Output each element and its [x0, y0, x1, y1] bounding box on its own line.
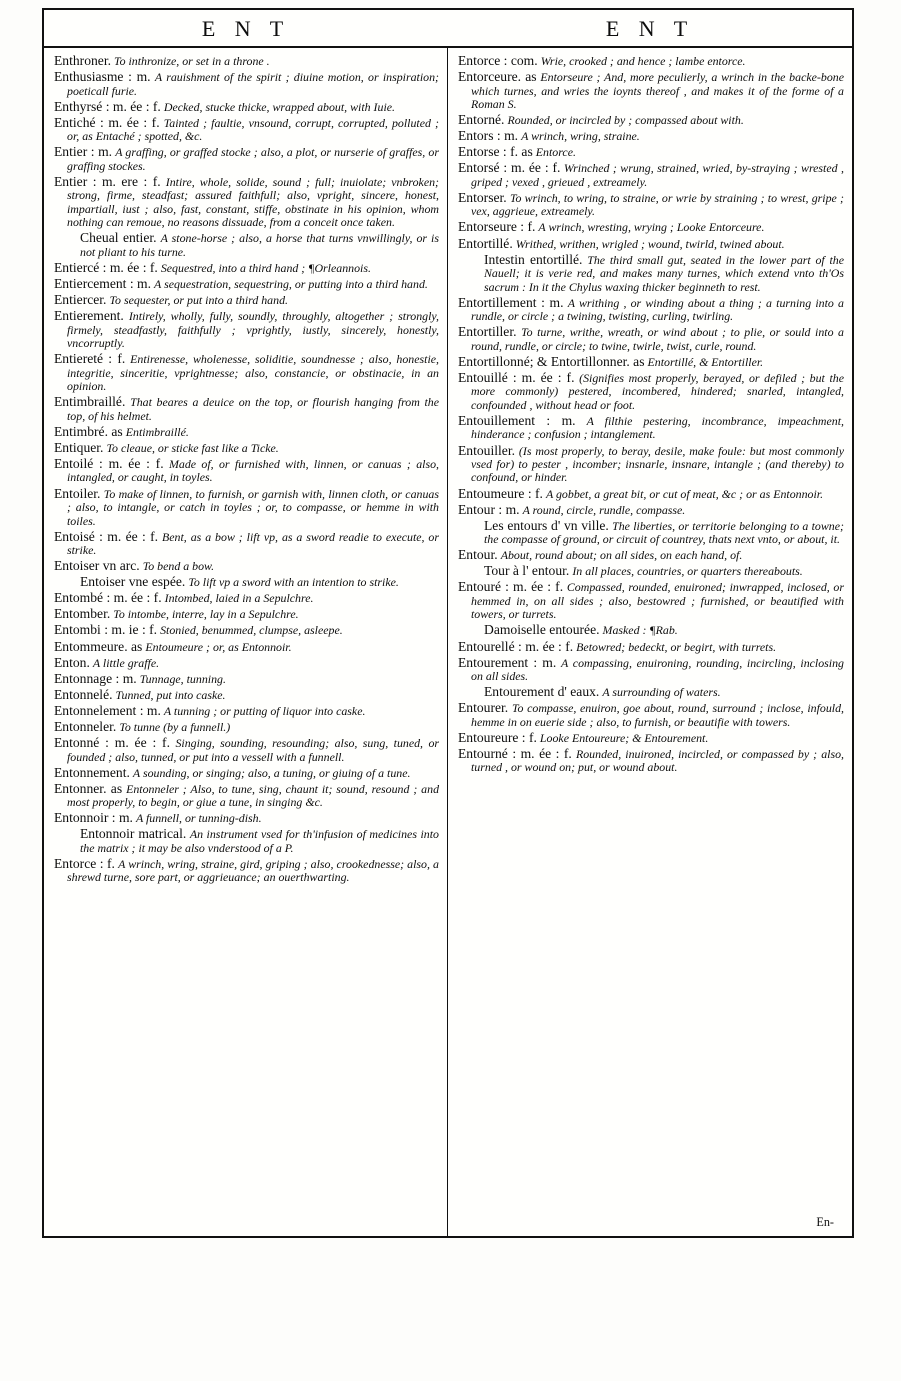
entry-definition: A stone-horse ; also, a horse that turns vnwillingly, or is not pliant to his turne. [80, 231, 439, 259]
entry-headword: Entorce : f. [54, 855, 115, 871]
dictionary-entry [458, 413, 844, 442]
entry-definition: The third small gut, seated in the lower part of the Nauell; it is verie red, and makes many turnes, which extend vnto th'Os sacrum : In it the Chylus waxing thicker beginneth to rest. [484, 252, 844, 294]
dictionary-entry [54, 574, 439, 589]
dictionary-entry [458, 746, 844, 775]
entry-definition: A graffing, or graffed stocke ; also, a plot, or nurserie of graffes, or graffing stockes. [67, 145, 439, 173]
entry-headword: Entorce : com. [458, 53, 538, 68]
dictionary-entry [458, 563, 844, 578]
entry-headword: Entiché : m. ée : f. [54, 114, 160, 130]
entry-definition: To lift vp a sword with an intention to strike. [188, 575, 399, 590]
dictionary-entry [458, 53, 844, 68]
entry-headword: Entonnelé. [54, 686, 113, 702]
entry-definition: A sounding, or singing; also, a tuning, or giuing of a tune. [132, 765, 411, 780]
entry-definition: A funnell, or tunning-dish. [135, 811, 262, 826]
entry-definition: Made of, or furnished with, linnen, or canuas ; also, intangled, or caught, in toyles. [67, 456, 439, 485]
entry-definition: A writhing , or winding about a thing ; a turning into a rundle, or circle ; a twining, twisting, curling, twirling. [471, 295, 844, 324]
entry-definition: Stonied, benummed, clumpse, asleepe. [160, 623, 343, 638]
entry-definition: To sequester, or put into a third hand. [109, 293, 288, 308]
dictionary-entry [54, 719, 439, 734]
entry-definition: In all places, countries, or quarters thereabouts. [572, 564, 803, 579]
dictionary-entry [54, 529, 439, 558]
entry-headword: Entouillement : m. [458, 412, 576, 428]
dictionary-entry [458, 370, 844, 412]
dictionary-entry [54, 558, 439, 573]
entry-headword: Intestin entortillé. [484, 251, 583, 267]
dictionary-entry [54, 174, 439, 230]
page-frame [42, 8, 854, 1238]
running-head-left: E N T [201, 16, 291, 41]
entry-definition: A tunning ; or putting of liquor into caske. [163, 703, 366, 718]
entry-headword: Entommeure. as [54, 638, 143, 654]
entry-definition: Tunned, put into caske. [115, 687, 226, 702]
entry-headword: Entonnage : m. [54, 670, 137, 686]
dictionary-entry [458, 144, 844, 159]
entry-headword: Tour à l' entour. [484, 563, 570, 579]
entry-definition: Intombed, laied in a Sepulchre. [164, 591, 314, 606]
dictionary-entry [54, 735, 439, 764]
dictionary-entry [54, 856, 439, 885]
entry-definition: A compassing, enuironing, rounding, incircling, inclosing on all sides. [471, 655, 844, 684]
entry-definition: A gobbet, a great bit, or cut of meat, &c ; or as Entonnoir. [545, 486, 824, 501]
entry-headword: Enton. [54, 654, 90, 670]
entry-headword: Entomber. [54, 606, 111, 622]
entry-definition: (Signifies most properly, berayed, or defiled ; but the more commonly) pestered, incombered, hindered; snarled, intangled, confounded , without head or foot. [471, 370, 844, 412]
dictionary-entry [54, 703, 439, 718]
entry-headword: Entiereté : f. [54, 351, 126, 367]
dictionary-entry [54, 606, 439, 621]
entry-headword: Entourellé : m. ée : f. [458, 638, 574, 654]
dictionary-entry [54, 230, 439, 259]
entry-headword: Entortillé. [458, 235, 513, 251]
dictionary-entry [458, 128, 844, 143]
entry-headword: Entonnoir : m. [54, 810, 133, 826]
entry-headword: Entourer. [458, 700, 509, 716]
dictionary-entry [54, 486, 439, 528]
dictionary-entry [458, 502, 844, 517]
entry-headword: Entouiller. [458, 442, 516, 458]
entry-definition: Entorseure ; And, more peculierly, a wrinch in the backe-bone which turnes, and wries the ioynts thereof , and makes it of the forme of a Roman S. [471, 70, 844, 112]
entry-headword: Entoureure : f. [458, 729, 537, 745]
entry-headword: Entour. [458, 547, 498, 563]
entry-definition: A wrinch, wring, straine. [521, 129, 640, 144]
entry-definition: A round, circle, rundle, compasse. [522, 502, 686, 517]
entry-definition: A filthie pestering, incombrance, impeachment, hinderance ; confusion ; intanglement. [471, 413, 845, 442]
entry-headword: Entouré : m. ée : f. [458, 579, 564, 595]
dictionary-entry [458, 443, 844, 485]
entry-headword: Entombé : m. ée : f. [54, 590, 162, 606]
entry-definition: Wrinched ; wrung, strained, wried, by-straying ; wrested , griped ; vexed , grieued , extreamely. [471, 161, 844, 189]
entry-headword: Entier : m. [54, 144, 113, 160]
entry-headword: Enthusiasme : m. [54, 69, 151, 85]
dictionary-entry [458, 547, 844, 562]
entry-definition: Tainted ; faultie, vnsound, corrupt, corrupted, polluted ; or, as Entaché ; spotted, &c. [67, 115, 439, 144]
entry-headword: Entorceure. as [458, 69, 537, 85]
entry-headword: Entorsé : m. ée : f. [458, 160, 561, 176]
entry-headword: Entonné : m. ée : f. [54, 735, 170, 751]
entry-definition: That beares a deuice on the top, or flourish hanging from the top, of his helmet. [67, 395, 440, 423]
entry-definition: To intombe, interre, lay in a Sepulchre. [113, 607, 299, 622]
entry-definition: A sequestration, sequestring, or putting into a third hand. [154, 277, 428, 292]
entry-headword: Damoiselle entourée. [484, 622, 600, 638]
dictionary-entry [458, 190, 844, 219]
entry-definition: Looke Entoureure; & Entourement. [539, 730, 709, 745]
entry-headword: Entonneler. [54, 718, 117, 734]
entry-definition: Intirely, wholly, fully, soundly, throughly, altogether ; strongly, firmely, steadfastly, faithfully ; vprightly, iustly, sincerely, honestly, vncorruptly. [67, 309, 439, 351]
dictionary-entry [54, 292, 439, 307]
entry-headword: Entonner. as [54, 780, 123, 796]
entry-definition: Entimbraillé. [125, 424, 189, 439]
entry-definition: A little graffe. [92, 655, 160, 670]
entry-headword: Entonnement. [54, 764, 130, 780]
left-column-entries [54, 53, 439, 1232]
entry-headword: Entorse : f. as [458, 144, 533, 160]
entry-headword: Entiercé : m. ée : f. [54, 259, 158, 275]
dictionary-entry [54, 687, 439, 702]
left-column [44, 48, 448, 1236]
entry-definition: Writhed, writhen, wrigled ; wound, twirld, twined about. [515, 236, 785, 251]
dictionary-entry [458, 69, 844, 111]
entry-definition: Entonneler ; Also, to tune, sing, chaunt it; sound, resound ; and most properly, to begin, or giue a tune, in singing &c. [67, 781, 440, 810]
entry-definition: Intire, whole, solide, sound ; full; inuiolate; vnbroken; strong, firme, steadfast; assured faithfull; also, vpright, sincere, honest, impartiall, iust ; also, fast, constant, stiffe, obstinate in his opinion, whom nothing can remoue, no reasons dissuade, from a conceit once taken. [67, 174, 439, 230]
entry-definition: A wrinch, wresting, wrying ; Looke Entorceure. [538, 220, 765, 235]
entry-definition: Rounded, or incircled by ; compassed about with. [507, 113, 744, 128]
entry-definition: To make of linnen, to furnish, or garnish with, linnen cloth, or canuas ; also, to intangle, or catch in toyles ; or, to compasse, or hemme in with toiles. [67, 486, 439, 528]
entry-headword: Entouillé : m. ée : f. [458, 369, 575, 385]
dictionary-entry [54, 590, 439, 605]
entry-headword: Entonnelement : m. [54, 702, 161, 718]
dictionary-entry [54, 424, 439, 439]
dictionary-entry [458, 160, 844, 189]
entry-definition: Rounded, inuironed, incircled, or compassed by ; also, turned , or wound on; put, or wound about. [471, 746, 844, 775]
entry-headword: Entourement d' eaux. [484, 684, 600, 700]
dictionary-entry [458, 252, 844, 294]
dictionary-entry [458, 639, 844, 654]
entry-headword: Entortillement : m. [458, 294, 564, 310]
entry-headword: Entoilé : m. ée : f. [54, 455, 164, 471]
entry-definition: Decked, stucke thicke, wrapped about, with Iuie. [163, 99, 396, 114]
entry-headword: Entimbré. as [54, 423, 123, 439]
dictionary-entry [54, 810, 439, 825]
dictionary-entry [458, 112, 844, 127]
entry-definition: To wrinch, to wring, to straine, or wrie by straining ; to wrest, gripe ; vex, aggrieue, extreamely. [471, 190, 844, 219]
entry-headword: Entoiler. [54, 485, 101, 501]
entry-definition: About, round about; on all sides, on each hand, of. [500, 548, 743, 563]
entry-headword: Entiercement : m. [54, 276, 152, 292]
entry-headword: Enthyrsé : m. ée : f. [54, 98, 161, 114]
entry-headword: Entiquer. [54, 439, 104, 455]
entry-definition: To tunne (by a funnell.) [119, 719, 231, 734]
dictionary-entry [54, 440, 439, 455]
entry-headword: Entourement : m. [458, 654, 557, 670]
entry-headword: Les entours d' vn ville. [484, 517, 609, 533]
dictionary-entry [458, 518, 844, 547]
columns-container [44, 48, 852, 1236]
dictionary-entry [54, 781, 439, 810]
dictionary-entry [54, 671, 439, 686]
entry-definition: A surrounding of waters. [602, 685, 721, 700]
entry-headword: Entimbraillé. [54, 394, 126, 410]
entry-definition: To compasse, enuiron, goe about, round, surround ; inclose, infould, hemme in on euerie side ; also, to furnish, or beautifie with towers. [471, 701, 844, 729]
dictionary-entry [458, 579, 844, 621]
dictionary-entry [54, 655, 439, 670]
entry-headword: Entourné : m. ée : f. [458, 745, 572, 761]
entry-definition: A rauishment of the spirit ; diuine motion, or inspiration; poeticall furie. [67, 70, 440, 98]
dictionary-entry [54, 69, 439, 98]
dictionary-entry [458, 236, 844, 251]
dictionary-entry [54, 99, 439, 114]
running-head [44, 10, 852, 48]
entry-definition: A wrinch, wring, straine, gird, griping ; also, crookednesse; also, a shrewd turne, sore part, or aggrieuance; an ouerthwarting. [67, 856, 439, 885]
entry-headword: Entonnoir matrical. [80, 826, 187, 842]
entry-headword: Entour : m. [458, 501, 520, 517]
entry-definition: (Is most properly, to beray, desile, make foule: but most commonly vsed for) to pester , incomber; insnarle, insnare, intangle ; (and thereby) to confound, or hinder. [471, 443, 844, 485]
dictionary-entry [54, 456, 439, 485]
entry-headword: Entierement. [54, 308, 124, 324]
running-head-right: E N T [605, 16, 695, 41]
entry-definition: To turne, writhe, wreath, or wind about ; to plie, or sould into a round, rundle, or circle; to twine, twirle, twist, curle, round. [471, 325, 844, 353]
entry-definition: Compassed, rounded, enuironed; inwrapped, inclosed, or hemmed in, on all sides ; also, bestowred ; furnished, or beautified with towers, or turrets. [471, 580, 844, 622]
entry-definition: Masked : ¶Rab. [602, 623, 678, 638]
dictionary-entry [54, 308, 439, 350]
dictionary-entry [54, 276, 439, 291]
dictionary-entry [458, 295, 844, 324]
entry-headword: Entoiser vne espée. [80, 574, 186, 590]
entry-headword: Entorseure : f. [458, 219, 536, 235]
entry-headword: Entortillonné; & Entortillonner. as [458, 353, 645, 369]
dictionary-entry [458, 486, 844, 501]
entry-definition: An instrument vsed for th'infusion of medicines into the matrix ; it may be also vnderstood of a P. [80, 827, 439, 855]
dictionary-entry [54, 53, 439, 68]
dictionary-entry [458, 622, 844, 637]
dictionary-entry [458, 655, 844, 684]
dictionary-entry [54, 351, 439, 393]
dictionary-entry [458, 730, 844, 745]
entry-definition: Entirenesse, wholenesse, soliditie, soundnesse ; also, honestie, integritie, sinceritie, vprightnesse; also, constancie, or obstinacie, in an opinion. [67, 352, 440, 394]
entry-headword: Entombi : m. ie : f. [54, 622, 158, 638]
entry-headword: Entoumeure : f. [458, 485, 543, 501]
entry-definition: Betowred; bedeckt, or begirt, with turrets. [576, 639, 777, 654]
entry-definition: Singing, sounding, resounding; also, sung, tuned, or founded ; also, tunned, or put into a vessell with a funnell. [67, 736, 440, 764]
entry-headword: Cheual entier. [80, 230, 157, 246]
dictionary-entry [458, 354, 844, 369]
dictionary-entry [458, 700, 844, 729]
entry-definition: To inthronize, or set in a throne . [114, 54, 270, 68]
right-column [448, 48, 852, 1236]
entry-definition: Sequestred, into a third hand ; ¶Orleannois. [160, 260, 371, 275]
entry-headword: Enthroner. [54, 53, 112, 68]
entry-headword: Entoiser vn arc. [54, 558, 140, 574]
dictionary-entry [54, 765, 439, 780]
dictionary-entry [54, 639, 439, 654]
entry-definition: Entortillé, & Entortiller. [647, 354, 764, 369]
entry-headword: Entortiller. [458, 324, 517, 340]
dictionary-entry [54, 260, 439, 275]
entry-headword: Entors : m. [458, 128, 519, 144]
entry-headword: Entorné. [458, 112, 505, 128]
dictionary-entry [54, 622, 439, 637]
dictionary-entry [458, 324, 844, 353]
entry-headword: Entorser. [458, 189, 507, 205]
dictionary-entry [54, 144, 439, 173]
entry-definition: To bend a bow. [142, 559, 215, 574]
entry-definition: Entorce. [535, 145, 576, 160]
dictionary-entry [54, 394, 439, 423]
entry-definition: To cleaue, or sticke fast like a Ticke. [106, 440, 279, 455]
dictionary-entry [458, 684, 844, 699]
entry-definition: Tunnage, tunning. [139, 671, 226, 686]
dictionary-entry [458, 219, 844, 234]
right-column-entries [458, 53, 844, 1232]
dictionary-entry [54, 826, 439, 855]
entry-headword: Entiercer. [54, 292, 107, 308]
entry-headword: Entier : m. ere : f. [54, 173, 161, 189]
catchword: En- [816, 1215, 834, 1229]
dictionary-entry [54, 115, 439, 144]
entry-definition: Entoumeure ; or, as Entonnoir. [145, 639, 292, 654]
entry-definition: Wrie, crooked ; and hence ; lambe entorce. [540, 54, 746, 68]
entry-definition: Bent, as a bow ; lift vp, as a sword readie to execute, or strike. [67, 529, 439, 558]
entry-definition: The liberties, or territorie belonging to a towne; the compasse of ground, or circuit of countrey, thats next vnto, or about, it. [484, 518, 844, 547]
entry-headword: Entoisé : m. ée : f. [54, 528, 159, 544]
